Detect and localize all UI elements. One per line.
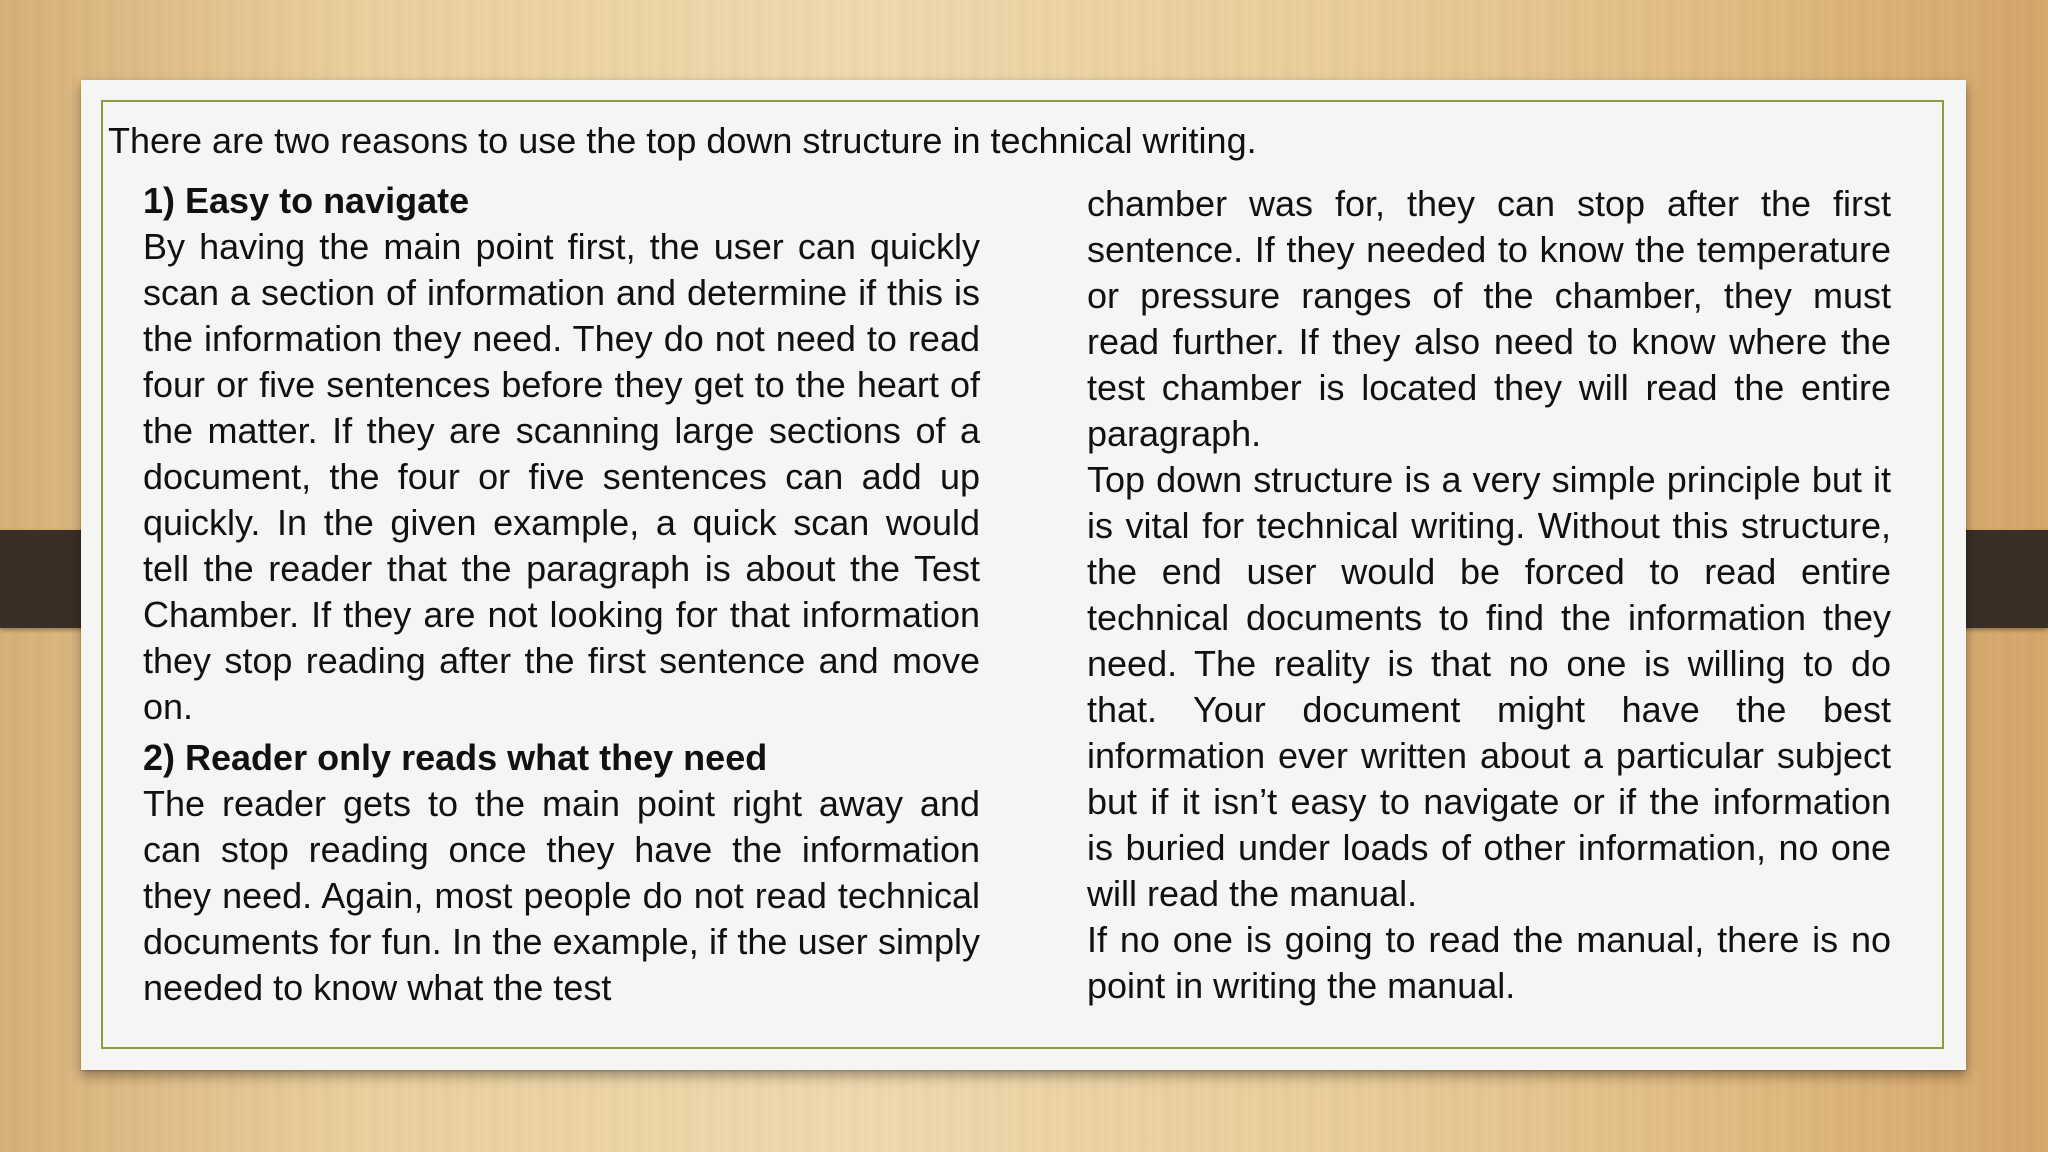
paragraph-conclusion: If no one is going to read the manual, there is no point in writing the manual. — [1087, 919, 1891, 1006]
right-column — [1087, 181, 1891, 1009]
left-column — [143, 178, 980, 1011]
paragraph-easy-to-navigate: By having the main point first, the user can quickly scan a section of information and determine if this is the information they need. They do not need to read four or five sentences before they get to the heart of the matter. If they are scanning large sections of a document, the four or five sentences can add up quickly. In the given example, a quick scan would tell the reader that the paragraph is about the Test Chamber. If they are not looking for that information they stop reading after the first sentence and move on. — [143, 226, 980, 727]
heading-reader-only-reads: 2) Reader only reads what they need — [143, 737, 768, 778]
paragraph-reader-only-reads: The reader gets to the main point right away and can stop reading once they have the information they need. Again, most people do not read technical documents for fun. In the example, if the user simply needed to know what the test — [143, 783, 980, 1008]
intro-sentence: There are two reasons to use the top down structure in technical writing. — [108, 120, 1257, 161]
paragraph-principle: Top down structure is a very simple principle but it is vital for technical writing. Without this structure, the end user would be forced to read entire technical documents to find the information they need. The reality is that no one is willing to do that. Your document might have the best information ever written about a particular subject but if it isn’t easy to navigate or if the information is buried under loads of other information, no one will read the manual. — [1087, 459, 1891, 914]
paragraph-continuation: chamber was for, they can stop after the first sentence. If they needed to know the temperature or pressure ranges of the chamber, they must read further. If they also need to know where the test chamber is located they will read the entire paragraph. — [1087, 183, 1891, 454]
heading-easy-to-navigate: 1) Easy to navigate — [143, 180, 470, 221]
